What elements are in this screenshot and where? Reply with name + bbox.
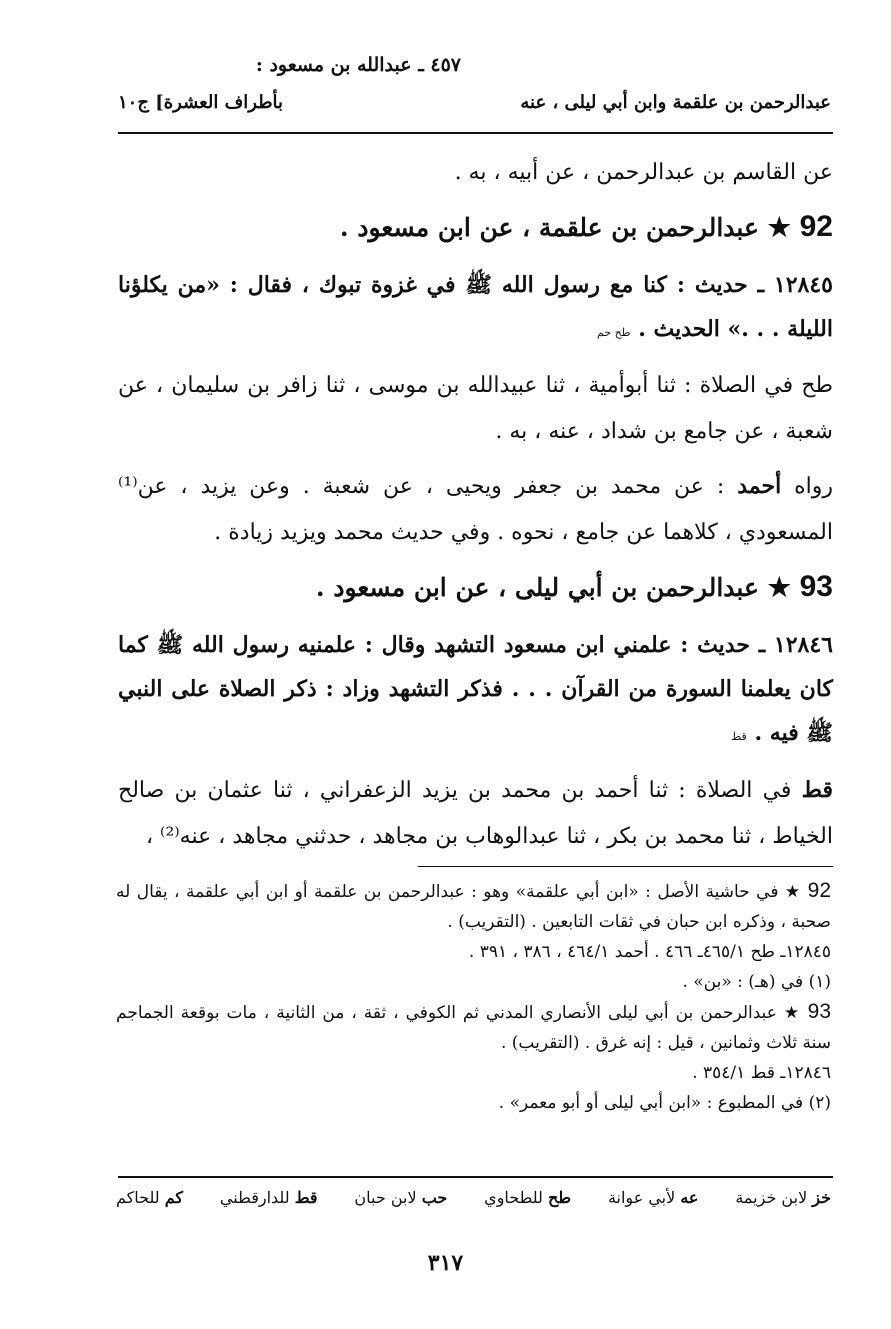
footnote-1: (١) في (هـ) : «بن» . — [682, 972, 831, 992]
hadith-12846-sigla: قط — [731, 730, 747, 743]
paragraph-4 — [118, 767, 833, 860]
star-icon: ★ — [767, 573, 791, 603]
entry-93-number: 93 — [799, 570, 833, 603]
paragraph-3-rest: : عن محمد بن جعفر ويحيى ، عن شعبة . وعن يزيد ، عن⁽¹⁾ المسعودي ، كلاهما عن جامع ، نحوه . وفي حديث محمد ويزيد زيادة . — [118, 474, 833, 545]
entry-92-heading — [118, 202, 833, 253]
note-93-number: 93 — [807, 1000, 831, 1023]
hadith-12846-text: ١٢٨٤٦ ـ حديث : علمني ابن مسعود التشهد وقال : علمنيه رسول الله ﷺ كما كان يعلمنا السورة من القرآن . . . فذكر التشهد وزاد : ذكر الصلاة على النبي ﷺ فيه . — [118, 632, 833, 746]
running-head-topic: عبدالرحمن بن علقمة وابن أبي ليلى ، عنه — [520, 92, 831, 113]
paragraph-4-source: قط — [801, 777, 833, 803]
abbreviation-rule — [118, 1176, 833, 1178]
note-12846: ١٢٨٤٦ـ قط ٣٥٤/١ . — [692, 1063, 831, 1083]
abbr-item: كم للحاكم — [116, 1188, 184, 1207]
paragraph-3-source: أحمد — [737, 473, 782, 499]
paragraph-3-prefix: رواه — [794, 474, 833, 499]
main-text — [118, 150, 833, 860]
paragraph-2: طح في الصلاة : ثنا أبوأمية ، ثنا عبيدالله بن موسى ، ثنا زافر بن سليمان ، عن شعبة ، عن جامع بن شداد ، عنه ، به . — [118, 373, 833, 444]
entry-92-number: 92 — [799, 210, 833, 243]
note-92 — [116, 876, 831, 937]
abbr-item: قط للدارقطني — [219, 1188, 318, 1207]
footnote-2: (٢) في المطبوع : «ابن أبي ليلى أو أبو معمر» . — [498, 1093, 831, 1113]
hadith-12846 — [118, 623, 833, 759]
hadith-12845-sigla: طح حم — [597, 326, 631, 339]
abbr-item: عه لأبي عوانة — [607, 1188, 699, 1207]
note-92-number: 92 — [807, 879, 832, 902]
note-93-text: ★ عبدالرحمن بن أبي ليلى الأنصاري المدني ثم الكوفي ، ثقة ، من الثانية ، مات بوقعة الجماجم سنة ثلاث وثمانين ، قيل : إنه غرق . (التقريب) . — [116, 1003, 831, 1053]
note-93 — [116, 997, 831, 1058]
running-head-volume: بأطراف العشرة] ج١٠ — [118, 92, 284, 113]
paragraph-1: عن القاسم بن عبدالرحمن ، عن أبيه ، به . — [454, 160, 833, 185]
footnotes — [116, 876, 831, 1118]
running-head-chapter: ٤٥٧ ـ عبدالله بن مسعود : — [255, 54, 461, 76]
abbr-item: خز لابن خزيمة — [735, 1188, 831, 1207]
page-number: ٣١٧ — [427, 1250, 464, 1276]
footnote-rule — [418, 866, 833, 867]
entry-93-heading — [118, 562, 833, 613]
entry-93-title: عبدالرحمن بن أبي ليلى ، عن ابن مسعود . — [315, 573, 759, 602]
entry-92-title: عبدالرحمن بن علقمة ، عن ابن مسعود . — [339, 213, 759, 242]
abbr-item: حب لابن حبان — [354, 1188, 448, 1207]
hadith-12845 — [118, 263, 833, 355]
abbr-item: طح للطحاوي — [484, 1188, 572, 1207]
paragraph-4-rest: في الصلاة : ثنا أحمد بن محمد بن يزيد الزعفراني ، ثنا عثمان بن صالح الخياط ، ثنا محمد بن بكر ، ثنا عبدالوهاب بن مجاهد ، حدثني مجاهد ، عنه⁽²⁾ ، — [118, 778, 833, 849]
paragraph-3 — [118, 463, 833, 556]
abbreviation-key — [116, 1188, 831, 1207]
star-icon: ★ — [767, 213, 791, 243]
note-92-text: ★ في حاشية الأصل : «ابن أبي علقمة» وهو : عبدالرحمن بن علقمة أو ابن أبي علقمة ، يقال له صحبة ، وذكره ابن حبان في ثقات التابعين . (التقريب) . — [116, 882, 831, 932]
header-rule — [118, 132, 833, 134]
note-12845: ١٢٨٤٥ـ طح ٤٦٥/١ـ ٤٦٦ . أحمد ٤٦٤/١ ، ٣٨٦ ، ٣٩١ . — [468, 942, 831, 962]
hadith-12845-text: ١٢٨٤٥ ـ حديث : كنا مع رسول الله ﷺ في غزوة تبوك ، فقال : «من يكلؤنا الليلة . . .» الحديث . — [118, 272, 833, 342]
